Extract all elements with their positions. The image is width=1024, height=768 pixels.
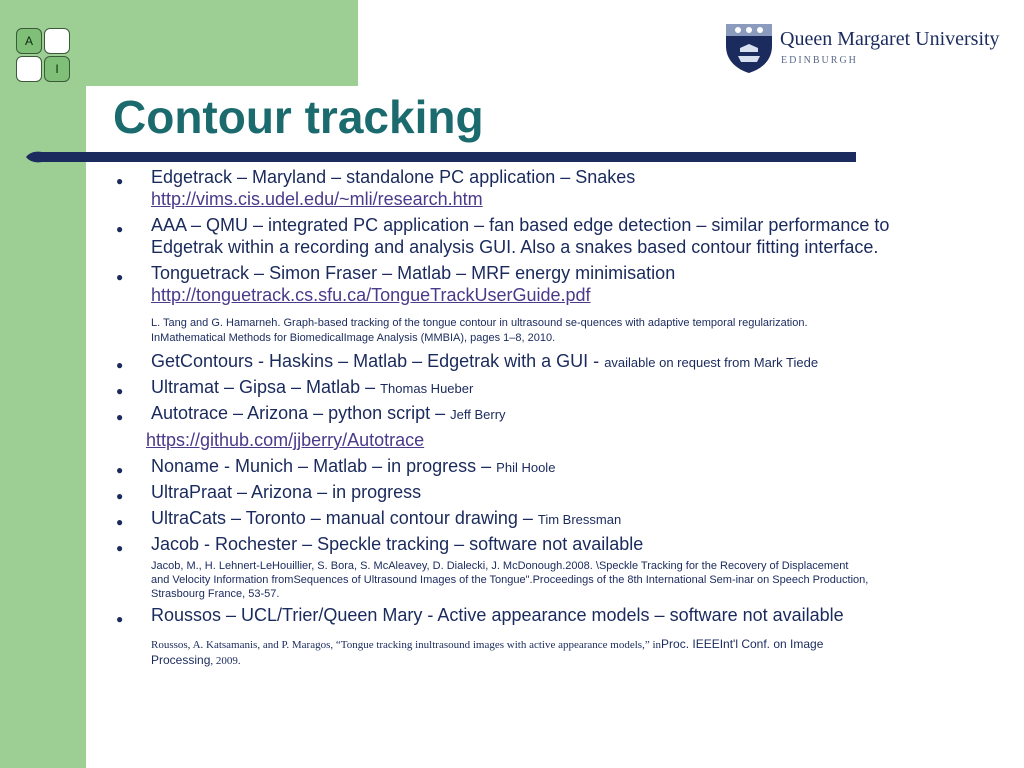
list-item-getcontours [151, 350, 818, 374]
jacob-reference-line1: Jacob, M., H. Lehnert-LeHouillier, S. Bora, S. McAleavey, D. Dialecki, J. McDonough.2008. \Speckle Tracking for the Recovery of Displacement [151, 560, 849, 572]
bullet-icon: ● [116, 384, 124, 398]
university-city: EDINBURGH [781, 55, 858, 66]
slide-title: Contour tracking [113, 91, 484, 143]
roussos-ref-venue: Proc. IEEEInt'l Conf. on Image [661, 637, 824, 651]
list-item-ultracats [151, 507, 621, 531]
getcontours-text: GetContours - Haskins – Matlab – Edgetrak with a GUI - [151, 351, 605, 371]
roussos-ref-year: , 2009. [210, 655, 241, 667]
list-item-tonguetrack: Tonguetrack – Simon Fraser – Matlab – MRF energy minimisation [151, 263, 676, 283]
edgetrack-link[interactable]: http://vims.cis.udel.edu/~mli/research.htm [151, 189, 483, 209]
roussos-ref-part1: Roussos, A. Katsamanis, and P. Maragos, “Tongue tracking inultrasound images with active appearance models,” in [151, 639, 662, 651]
ultramat-text: Ultramat – Gipsa – Matlab – [151, 377, 381, 397]
list-item-ultrapraat: UltraPraat – Arizona – in progress [151, 482, 422, 502]
bullet-icon: ● [116, 358, 124, 372]
autotrace-text: Autotrace – Arizona – python script – [151, 403, 451, 423]
bullet-icon: ● [116, 174, 124, 188]
getcontours-note: available on request from Mark Tiede [604, 355, 819, 370]
tonguetrack-reference-line1: L. Tang and G. Hamarneh. Graph-based tracking of the tongue contour in ultrasound se-quences with adaptive temporal regularization. [151, 317, 808, 329]
tonguetrack-reference-line2: InMathematical Methods for BiomedicalImage Analysis (MMBIA), pages 1–8, 2010. [151, 332, 556, 344]
bullet-icon: ● [116, 515, 124, 529]
tonguetrack-link[interactable]: http://tonguetrack.cs.sfu.ca/TongueTrackUserGuide.pdf [151, 285, 591, 305]
roussos-reference-line1 [151, 637, 1011, 652]
list-item-aaa-line2: Edgetrak within a recording and analysis GUI. Also a snakes based contour fitting interface. [151, 237, 879, 257]
jacob-reference-line3: Strasbourg France, 53-57. [151, 588, 280, 600]
list-item-autotrace [151, 402, 506, 426]
autotrace-link[interactable]: https://github.com/jjberry/Autotrace [146, 430, 425, 450]
ultramat-note: Thomas Hueber [380, 381, 474, 396]
roussos-ref-processing: Processing [151, 653, 211, 667]
list-item-jacob: Jacob - Rochester – Speckle tracking – software not available [151, 534, 644, 554]
badge-a: A [16, 28, 42, 54]
autotrace-note: Jeff Berry [450, 407, 506, 422]
ultracats-text: UltraCats – Toronto – manual contour drawing – [151, 508, 538, 528]
university-name: Queen Margaret University [780, 28, 1000, 50]
bullet-icon: ● [116, 541, 124, 555]
bullet-icon: ● [116, 489, 124, 503]
list-item-ultramat [151, 376, 473, 400]
jacob-reference-line2: and Velocity Information fromSequences of Ultrasound Images of the Tongue".Proceedings of the 8th International Sem-inar on Speech Production, [151, 574, 869, 586]
roussos-reference-line2 [151, 653, 1011, 668]
bullet-icon: ● [116, 270, 124, 284]
bullet-icon: ● [116, 222, 124, 236]
bullet-icon: ● [116, 612, 124, 626]
bullet-icon: ● [116, 463, 124, 477]
list-item-aaa-line1: AAA – QMU – integrated PC application – fan based edge detection – similar performance to [151, 215, 890, 235]
ultracats-note: Tim Bressman [537, 512, 622, 527]
noname-text: Noname - Munich – Matlab – in progress – [151, 456, 497, 476]
list-item-noname [151, 455, 555, 479]
list-item-edgetrack: Edgetrack – Maryland – standalone PC application – Snakes [151, 167, 636, 187]
list-item-roussos: Roussos – UCL/Trier/Queen Mary - Active appearance models – software not available [151, 605, 844, 625]
badge-i: I [44, 56, 70, 82]
bullet-icon: ● [116, 410, 124, 424]
noname-note: Phil Hoole [496, 460, 556, 475]
